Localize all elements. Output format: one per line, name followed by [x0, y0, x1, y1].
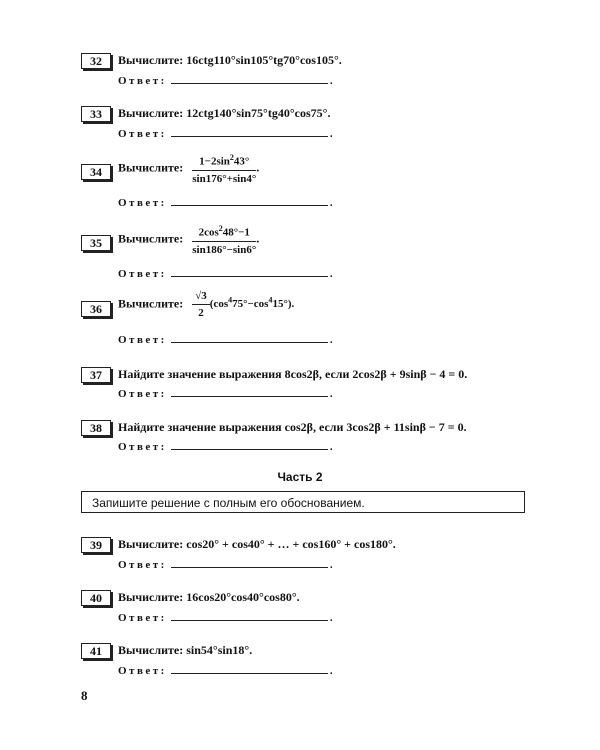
answer-row: Ответ: .: [118, 268, 336, 280]
answer-line[interactable]: [171, 195, 328, 206]
question-expression: 16ctg110°sin105°tg70°cos105°.: [186, 53, 342, 67]
task-number: 40: [81, 590, 111, 606]
task-number: 36: [81, 301, 111, 317]
answer-label: Ответ:: [118, 334, 167, 346]
question-label: Вычислите:: [118, 537, 184, 551]
instruction-box: Запишите решение с полным его обоснованием.: [81, 491, 525, 513]
fraction-numerator: $1-2\sin^243^\circ$: [192, 153, 256, 171]
answer-line[interactable]: [171, 126, 328, 137]
fraction: [192, 224, 256, 256]
fraction-denominator: 2: [198, 307, 204, 319]
fraction: [192, 153, 256, 185]
task-question: [118, 590, 300, 605]
task-number: 32: [81, 53, 111, 69]
answer-label: Ответ:: [118, 128, 167, 140]
answer-row: Ответ: .: [118, 75, 336, 87]
answer-label: Ответ:: [118, 268, 167, 280]
answer-row: Ответ: .: [118, 665, 336, 677]
answer-line[interactable]: [171, 557, 328, 568]
answer-row: Ответ: .: [118, 128, 336, 140]
fraction-denominator: sin186°−sin6°: [192, 243, 257, 256]
answer-row: Ответ: .: [118, 612, 336, 624]
fraction-denominator: sin176°+sin4°: [192, 172, 257, 185]
task-number: 41: [81, 643, 111, 659]
question-label: Вычислите:: [118, 643, 184, 657]
part2-heading: Часть 2: [277, 470, 323, 484]
answer-row: Ответ: .: [118, 441, 336, 453]
fraction-numerator: √3: [192, 290, 210, 305]
task-number: 33: [81, 106, 111, 122]
answer-line[interactable]: [171, 663, 328, 674]
fraction: [192, 290, 210, 319]
question-label: Вычислите:: [118, 231, 184, 246]
answer-label: Ответ:: [118, 75, 167, 87]
task-question: Вычислите: $\frac{2\cos^248^\circ-1}{\sin 186^\circ-\sin 6^\circ}$ .: [118, 224, 260, 256]
answer-line[interactable]: [171, 332, 328, 343]
task-number: 35: [81, 235, 111, 251]
answer-label: Ответ:: [118, 559, 167, 571]
question-expression: cos20° + cos40° + … + cos160° + cos180°.: [186, 537, 396, 551]
question-label: Вычислите:: [118, 296, 184, 311]
answer-label: Ответ:: [118, 197, 167, 209]
task-question: Найдите значение выражения 8cos2β, если 2cos2β + 9sinβ − 4 = 0.: [118, 367, 468, 381]
answer-row: Ответ: .: [118, 388, 336, 400]
task-number: 39: [81, 537, 111, 553]
task-question: [118, 53, 342, 68]
task-number: 38: [81, 420, 111, 436]
answer-line[interactable]: [171, 610, 328, 621]
parenthesized-expression: $(\cos^475^\circ-\cos^415^\circ)$.: [209, 295, 295, 311]
answer-row: Ответ: .: [118, 197, 336, 209]
task-question: [118, 643, 252, 658]
question-label: Вычислите:: [118, 160, 184, 175]
answer-line[interactable]: [171, 266, 328, 277]
question-label: Вычислите:: [118, 106, 184, 120]
answer-label: Ответ:: [118, 441, 167, 453]
answer-line[interactable]: [171, 439, 328, 450]
question-expression: 12ctg140°sin75°tg40°cos75°.: [186, 106, 331, 120]
answer-label: Ответ:: [118, 612, 167, 624]
page-number: 8: [81, 688, 88, 703]
task-question: [118, 537, 396, 552]
question-label: Вычислите:: [118, 53, 184, 67]
answer-line[interactable]: [171, 73, 328, 84]
task-question: [118, 290, 294, 319]
task-question: Найдите значение выражения cos2β, если 3cos2β + 11sinβ − 7 = 0.: [118, 420, 467, 434]
question-expression: 16cos20°cos40°cos80°.: [186, 590, 300, 604]
task-question: Вычислите: $\frac{1-2\sin^243^\circ}{\sin 176^\circ+\sin 4^\circ}$ .: [118, 153, 260, 185]
fraction-numerator: $2\cos^248^\circ-1$: [192, 224, 256, 242]
task-number: 37: [81, 367, 111, 383]
answer-row: Ответ: .: [118, 559, 336, 571]
question-expression: sin54°sin18°.: [186, 643, 253, 657]
answer-row: Ответ: .: [118, 334, 336, 346]
task-number: 34: [81, 164, 111, 180]
question-label: Вычислите:: [118, 590, 184, 604]
answer-label: Ответ:: [118, 665, 167, 677]
answer-line[interactable]: [171, 386, 328, 397]
answer-label: Ответ:: [118, 388, 167, 400]
task-question: [118, 106, 330, 121]
